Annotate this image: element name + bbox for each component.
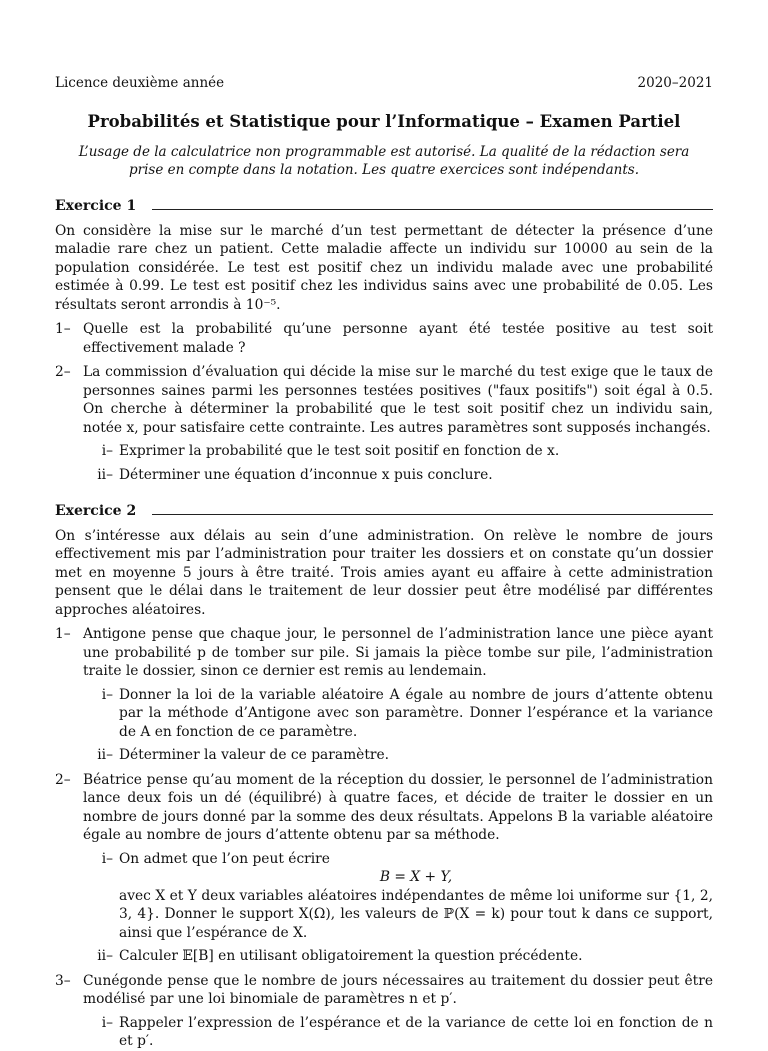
sub-question-text: Exprimer la probabilité que le test soit positif en fonction de x. — [119, 443, 560, 459]
sub-question-text: On admet que l’on peut écrire — [119, 850, 330, 867]
question — [55, 972, 713, 1051]
equation: B = X + Y, — [379, 869, 453, 885]
sub-question-number: i– — [101, 1014, 113, 1031]
question — [55, 320, 713, 357]
exercise-intro: On considère la mise sur le marché d’un test permettant de détecter la présence d’une maladie rare chez un patient. Cette maladie affecte un individu sur 10000 au sein de la population considérée. Le test est positif chez un individu malade avec une probabilité estimée à 0.99. Le test est positif chez les individus sains avec une probabilité de 0.05. Les résultats seront arrondis à 10⁻⁵. — [55, 222, 713, 313]
sub-question-text: Donner la loi de la variable aléatoire A égale au nombre de jours d’attente obtenu par la méthode d’Antigone avec son paramètre. Donner l’espérance et la variance de A en fonction de ce paramètre. — [119, 686, 713, 740]
sub-question-text: Rappeler l’expression de l’espérance et de la variance de cette loi en fonction de n et p′. — [119, 1014, 713, 1049]
exercise-1 — [55, 197, 713, 484]
question-number: 2– — [55, 771, 71, 788]
question — [55, 771, 713, 966]
exercise-divider — [152, 514, 713, 515]
exercise-divider — [152, 209, 713, 210]
question-text: Antigone pense que chaque jour, le personnel de l’administration lance une pièce ayant une probabilité p de tomber sur pile. Si jamais la pièce tombe sur pile, l’administration traite le dossier, sinon ce dernier est remis au lendemain. — [83, 626, 713, 679]
exercise-intro: On s’intéresse aux délais au sein d’une administration. On relève le nombre de jours effectivement mis par l’administration pour traiter les dossiers et on constate qu’un dossier met en moyenne 5 jours à être traité. Trois amies ayant eu affaire à cette administration pensent que le délai dans le traitement de leur dossier peut être modélisé par différentes approches aléatoires. — [55, 527, 713, 618]
sub-question-number: ii– — [97, 466, 113, 483]
sub-question-text-continued: avec X et Y deux variables aléatoires indépendantes de même loi uniforme sur {1, 2, 3, 4}. Donner le support X(Ω), les valeurs de ℙ(X = k) pour tout k dans ce support, ainsi que l’espérance de X. — [119, 887, 713, 941]
exercise-title: Exercice 1 — [55, 198, 137, 214]
question — [55, 363, 713, 484]
sub-question — [83, 466, 713, 485]
sub-question — [83, 1014, 713, 1051]
question-text: La commission d’évaluation qui décide la mise sur le marché du test exige que le taux de personnes saines parmi les personnes testées positives ("faux positifs") soit égal à 0.5. On cherche à déterminer la probabilité que le test soit positif chez un individu sain, notée x, pour satisfaire cette contrainte. Les autres paramètres sont supposés inchangés. — [83, 364, 713, 436]
exercise-header — [55, 197, 713, 216]
page-header — [55, 74, 713, 93]
sub-question-number: i– — [101, 850, 113, 867]
sub-question — [83, 442, 713, 461]
question — [55, 625, 713, 765]
sub-question — [83, 947, 713, 966]
exercise-2 — [55, 502, 713, 1051]
exam-instructions: L’usage de la calculatrice non programmable est autorisé. La qualité de la rédaction sera prise en compte dans la notation. Les quatre exercices sont indépendants. — [78, 144, 690, 178]
sub-question-number: i– — [101, 686, 113, 703]
sub-question-number: i– — [101, 443, 113, 459]
exercise-header — [55, 502, 713, 521]
question-number: 1– — [55, 626, 71, 642]
question-number: 3– — [55, 972, 71, 989]
sub-question-text: Calculer 𝔼[B] en utilisant obligatoirement la question précédente. — [119, 948, 583, 964]
sub-question — [83, 850, 713, 943]
question-text: Béatrice pense qu’au moment de la réception du dossier, le personnel de l’administration lance deux fois un dé (équilibré) à quatre faces, et décide de traiter le dossier en un nombre de jours donné par la somme des deux résultats. Appelons B la variable aléatoire égale au nombre de jours d’attente obtenu par sa méthode. — [83, 771, 713, 843]
sub-question-text: Déterminer une équation d’inconnue x puis conclure. — [119, 466, 493, 483]
sub-question — [83, 746, 713, 765]
sub-question — [83, 686, 713, 742]
question-number: 1– — [55, 321, 71, 337]
sub-question-text: Déterminer la valeur de ce paramètre. — [119, 747, 390, 763]
course-level: Licence deuxième année — [55, 75, 225, 91]
exam-title: Probabilités et Statistique pour l’Informatique – Examen Partiel — [87, 111, 681, 131]
question-text: Cunégonde pense que le nombre de jours nécessaires au traitement du dossier peut être modélisé par une loi binomiale de paramètres n et p′. — [83, 972, 713, 1007]
exam-page — [55, 74, 713, 1051]
exercise-title: Exercice 2 — [55, 503, 137, 519]
question-text: Quelle est la probabilité qu’une personne ayant été testée positive au test soit effectivement malade ? — [83, 321, 713, 356]
sub-question-number: ii– — [97, 948, 113, 964]
academic-year: 2020–2021 — [637, 75, 713, 91]
sub-question-number: ii– — [97, 747, 113, 763]
question-number: 2– — [55, 364, 71, 380]
